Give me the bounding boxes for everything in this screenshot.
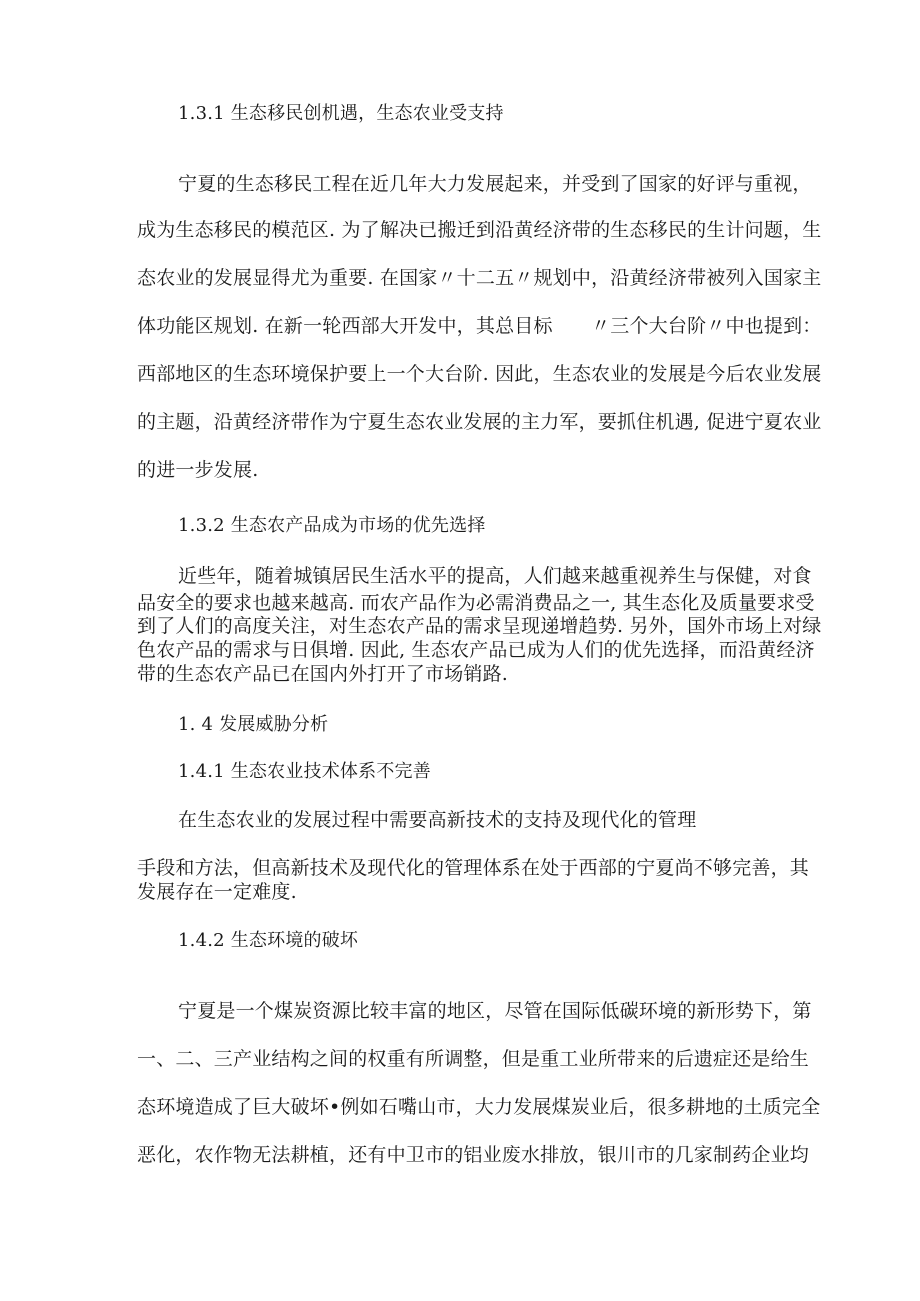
paragraph-line: 体功能区规划. 在新一轮西部大开发中，其总目标 〃三个大台阶〃中也提到：	[137, 315, 822, 337]
paragraph-line: 的进一步发展.	[137, 459, 259, 481]
paragraph-line: 态环境造成了巨大破坏•例如石嘴山市，大力发展煤炭业后，很多耕地的土质完全	[137, 1096, 821, 1118]
paragraph-line: 在生态农业的发展过程中需要高新技术的支持及现代化的管理	[178, 809, 697, 831]
paragraph-line: 一、二、三产业结构之间的权重有所调整，但是重工业所带来的后遗症还是给生	[137, 1048, 810, 1070]
paragraph-line: 色农产品的需求与日俱增. 因此, 生态农产品已成为人们的优先选择，而沿黄经济	[137, 639, 815, 661]
paragraph-line: 恶化，农作物无法耕植，还有中卫市的铝业废水排放，银川市的几家制药企业均	[137, 1144, 810, 1166]
section-heading-1-4: 1. 4 发展威胁分析	[178, 714, 329, 735]
paragraph-line: 带的生态农产品已在国内外打开了市场销路.	[137, 663, 509, 685]
paragraph-line: 态农业的发展显得尤为重要. 在国家〃十二五〃规划中，沿黄经济带被列入国家主	[137, 267, 822, 289]
paragraph-line: 手段和方法，但高新技术及现代化的管理体系在处于西部的宁夏尚不够完善，其	[137, 857, 810, 879]
paragraph-line: 宁夏是一个煤炭资源比较丰富的地区，尽管在国际低碳环境的新形势下，第	[178, 1000, 812, 1022]
section-heading-1-3-2: 1.3.2 生态农产品成为市场的优先选择	[178, 515, 486, 536]
paragraph-line: 品安全的要求也越来越高. 而农产品作为必需消费品之一, 其生态化及质量要求受	[137, 592, 815, 614]
section-heading-1-4-2: 1.4.2 生态环境的破坏	[178, 930, 359, 951]
paragraph-line: 宁夏的生态移民工程在近几年大力发展起来，并受到了国家的好评与重视，	[178, 173, 812, 195]
section-heading-1-4-1: 1.4.1 生态农业技术体系不完善	[178, 761, 431, 782]
paragraph-line: 发展存在一定难度.	[137, 881, 297, 903]
section-heading-1-3-1: 1.3.1 生态移民创机遇，生态农业受支持	[178, 103, 504, 124]
paragraph-line: 到了人们的高度关注，对生态农产品的需求呈现递增趋势. 另外，国外市场上对绿	[137, 615, 822, 637]
paragraph-line: 的主题，沿黄经济带作为宁夏生态农业发展的主力军，要抓住机遇, 促进宁夏农业	[137, 411, 822, 433]
paragraph-line: 近些年，随着城镇居民生活水平的提高，人们越来越重视养生与保健，对食	[178, 565, 812, 587]
paragraph-line: 西部地区的生态环境保护要上一个大台阶. 因此，生态农业的发展是今后农业发展	[137, 363, 822, 385]
paragraph-line: 成为生态移民的模范区. 为了解决已搬迁到沿黄经济带的生态移民的生计问题，生	[137, 219, 822, 241]
